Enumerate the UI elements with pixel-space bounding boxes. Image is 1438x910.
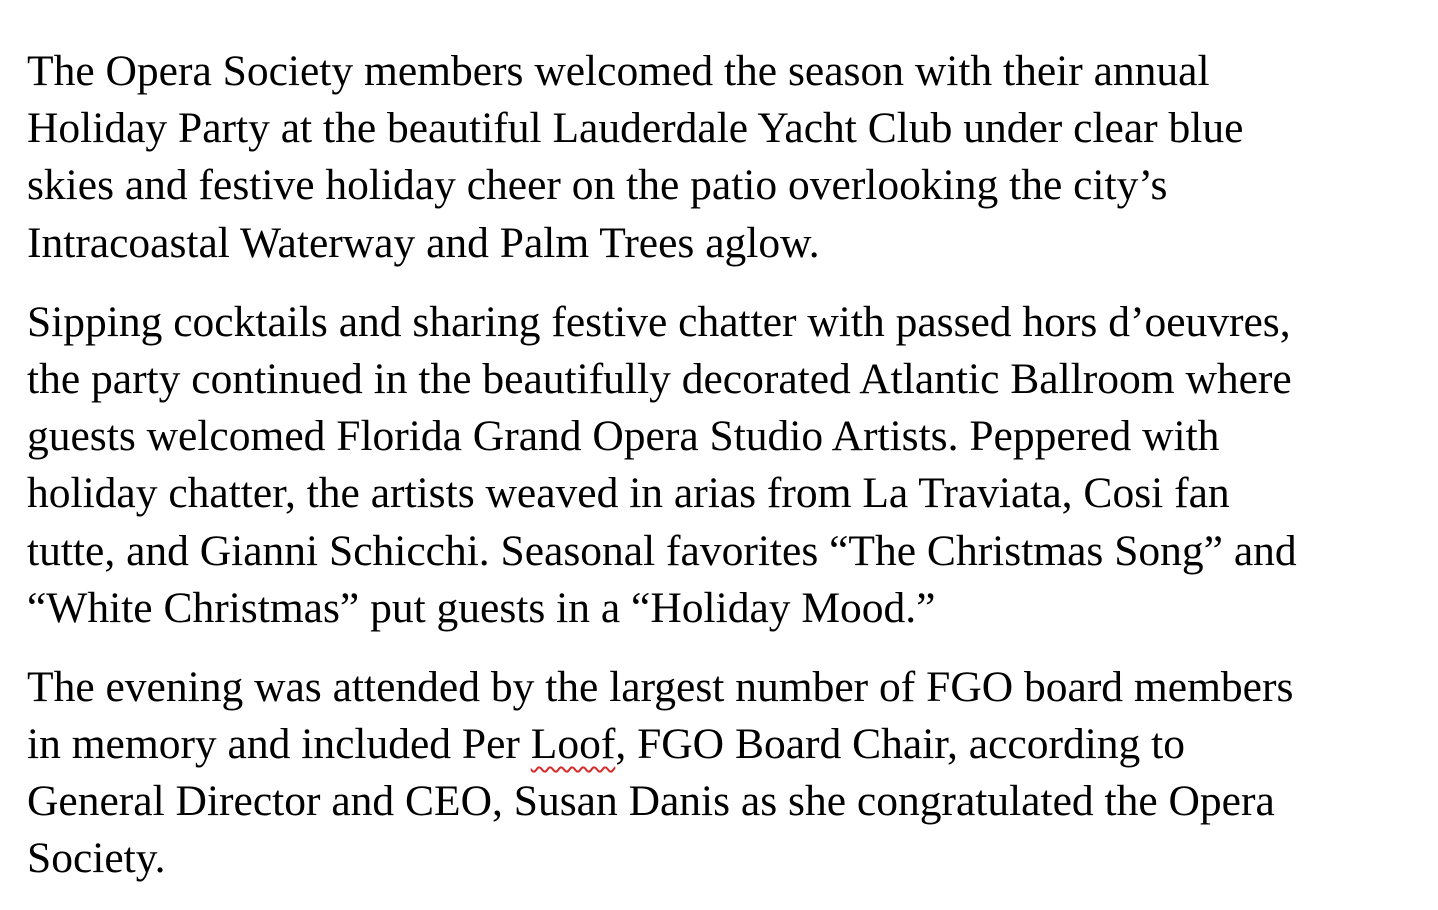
text-line: The Opera Society members welcomed the season with their annual	[27, 47, 1210, 95]
text-line: The evening was attended by the largest number of FGO board members	[27, 662, 1294, 711]
spellcheck-flagged-word[interactable]: Loof	[530, 720, 616, 769]
text-line	[27, 716, 1427, 773]
text-line: the party continued in the beautifully decorated Atlantic Ballroom where	[27, 354, 1292, 403]
text-line: holiday chatter, the artists weaved in arias from La Traviata, Cosi fan	[27, 469, 1230, 518]
text-line: Society.	[27, 834, 166, 883]
text-segment: in memory and included Per	[27, 720, 531, 769]
text-line: guests welcomed Florida Grand Opera Studio Artists. Peppered with	[27, 412, 1220, 461]
text-line: Intracoastal Waterway and Palm Trees aglow.	[27, 218, 820, 267]
text-segment: , FGO Board Chair, according to	[615, 720, 1186, 769]
document-body	[27, 43, 1427, 910]
paragraph-3	[27, 659, 1427, 888]
text-line: Sipping cocktails and sharing festive chatter with passed hors d’oeuvres,	[27, 297, 1291, 346]
text-line: General Director and CEO, Susan Danis as she congratulated the Opera	[27, 777, 1275, 826]
text-line: “White Christmas” put guests in a “Holiday Mood.”	[27, 583, 936, 632]
text-line: tutte, and Gianni Schicchi. Seasonal favorites “The Christmas Song” and	[27, 526, 1297, 575]
text-line: skies and festive holiday cheer on the patio overlooking the city’s	[27, 161, 1168, 210]
paragraph-1	[27, 43, 1427, 272]
text-line: Holiday Party at the beautiful Lauderdale Yacht Club under clear blue	[27, 104, 1244, 153]
paragraph-2	[27, 294, 1427, 637]
